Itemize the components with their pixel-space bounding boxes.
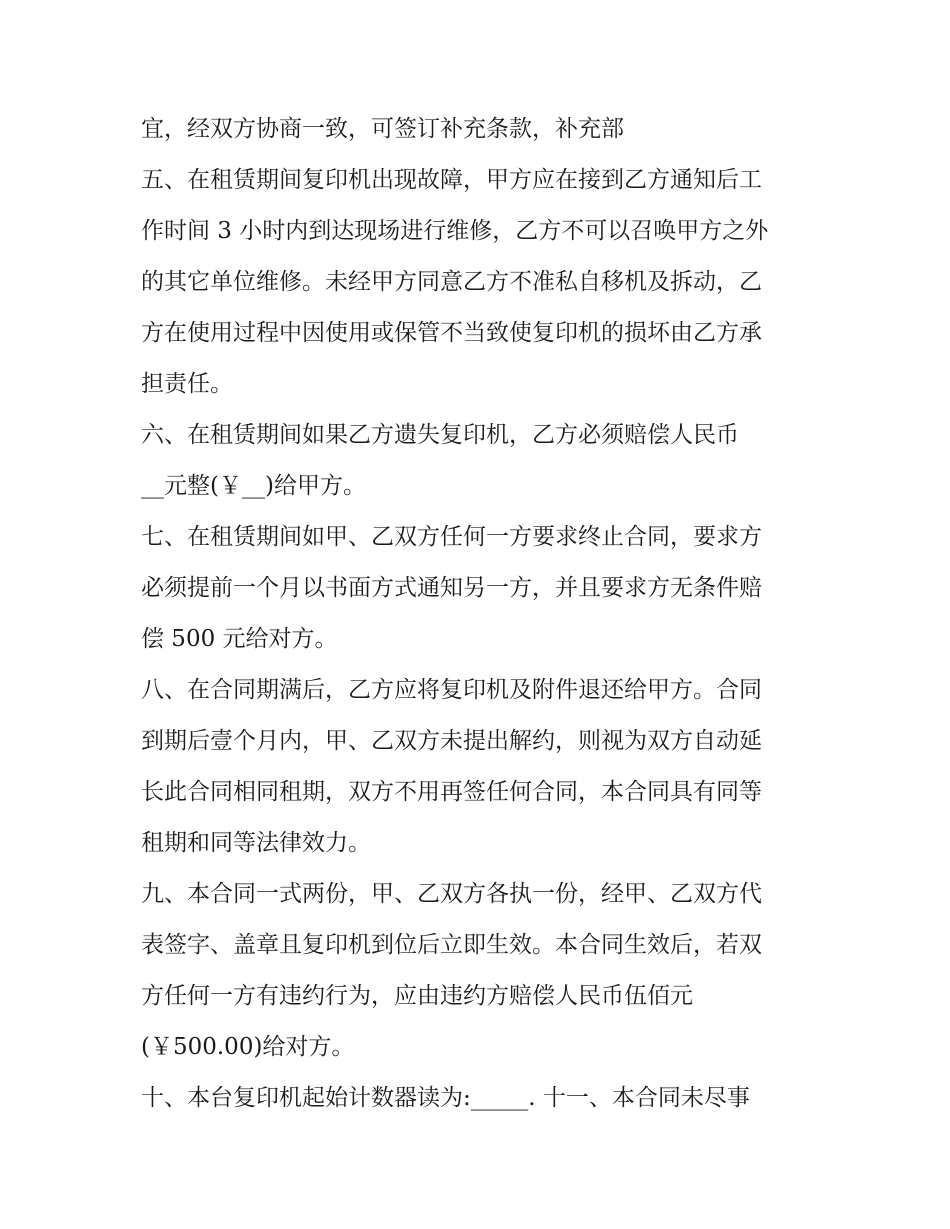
text-line-16: 九、本合同一式两份，甲、乙双方各执一份，经甲、乙双方代 xyxy=(141,881,762,907)
text-line-6: 担责任。 xyxy=(141,371,233,397)
text-line-8: __元整(￥__)给甲方。 xyxy=(141,473,366,499)
text-line-20: 十、本台复印机起始计数器读为:_____. 十一、本合同未尽事 xyxy=(141,1085,750,1111)
text-line-10: 必须提前一个月以书面方式通知另一方，并且要求方无条件赔 xyxy=(141,575,762,601)
text-line-4: 的其它单位维修。未经甲方同意乙方不准私自移机及拆动，乙 xyxy=(141,269,762,295)
text-line-15: 租期和同等法律效力。 xyxy=(141,830,371,856)
text-line-13: 到期后壹个月内，甲、乙双方未提出解约，则视为双方自动延 xyxy=(141,728,762,754)
text-line-11: 偿 500 元给对方。 xyxy=(141,626,338,652)
text-line-18: 方任何一方有违约行为，应由违约方赔偿人民币伍佰元 xyxy=(141,983,693,1009)
text-line-7: 六、在租赁期间如果乙方遗失复印机，乙方必须赔偿人民币 xyxy=(141,422,739,448)
text-line-3: 作时间 3 小时内到达现场进行维修，乙方不可以召唤甲方之外 xyxy=(141,218,769,244)
text-line-12: 八、在合同期满后，乙方应将复印机及附件退还给甲方。合同 xyxy=(141,677,762,703)
text-line-1: 宜，经双方协商一致，可签订补充条款，补充部 xyxy=(141,116,624,142)
text-line-9: 七、在租赁期间如甲、乙双方任何一方要求终止合同，要求方 xyxy=(141,524,762,550)
text-line-17: 表签字、盖章且复印机到位后立即生效。本合同生效后，若双 xyxy=(141,932,762,958)
text-line-2: 五、在租赁期间复印机出现故障，甲方应在接到乙方通知后工 xyxy=(141,167,762,193)
text-line-14: 长此合同相同租期，双方不用再签任何合同，本合同具有同等 xyxy=(141,779,762,805)
text-line-5: 方在使用过程中因使用或保管不当致使复印机的损坏由乙方承 xyxy=(141,320,762,346)
text-line-19: (￥500.00)给对方。 xyxy=(141,1034,355,1060)
